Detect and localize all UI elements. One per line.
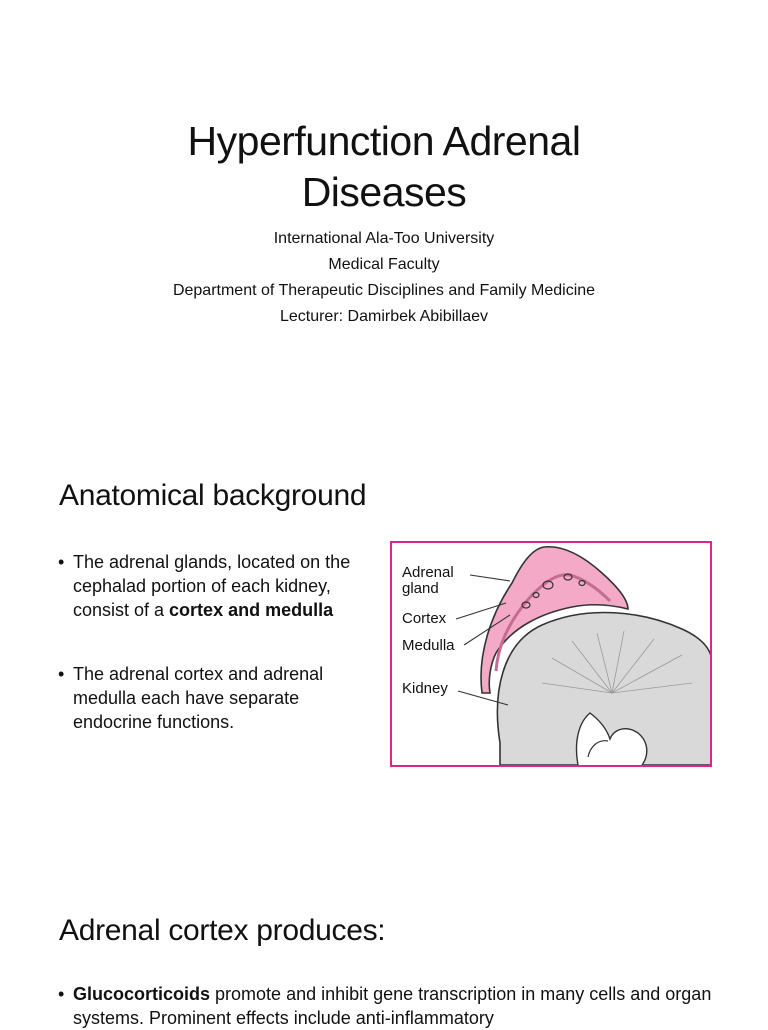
presentation-subtitle: [0, 226, 768, 330]
cortex-slide: [0, 870, 768, 1028]
faculty-name: Medical Faculty: [328, 256, 440, 273]
title-line-1: Hyperfunction Adrenal: [187, 118, 581, 164]
label-adrenal-line2: gland: [402, 580, 439, 597]
anatomy-slide: [0, 440, 768, 860]
university-name: International Ala-Too University: [273, 230, 495, 247]
bullet-text: The adrenal glands, located on the cephalad portion of each kidney, consist of a: [73, 552, 351, 620]
title-slide: [0, 0, 768, 420]
label-adrenal-gland: [402, 565, 454, 597]
label-medulla: Medulla: [402, 637, 455, 654]
label-adrenal-line1: Adrenal: [402, 564, 454, 581]
adrenal-kidney-diagram: [390, 541, 712, 767]
bullet-item: [58, 662, 368, 734]
bullet-item: [58, 550, 368, 622]
presentation-title: [0, 116, 768, 218]
department-name: Department of Therapeutic Disciplines and Family Medicine: [172, 282, 596, 299]
bullet-list: [58, 982, 718, 1030]
lecturer-name: Lecturer: Damirbek Abibillaev: [279, 308, 489, 325]
slide-heading: Adrenal cortex produces:: [59, 914, 386, 947]
bullet-text: The adrenal cortex and adrenal medulla each have separate endocrine functions.: [73, 664, 324, 732]
bullet-bold-text: Glucocorticoids: [73, 984, 211, 1004]
bullet-text: promote and inhibit gene transcription in many cells and organ systems. Prominent effects include anti-inflammatory: [73, 984, 712, 1028]
bullet-item: [58, 982, 718, 1030]
title-line-2: Diseases: [301, 169, 467, 215]
bullet-list: [58, 550, 368, 774]
bullet-bold-text: cortex and medulla: [169, 600, 334, 620]
label-kidney: Kidney: [402, 680, 448, 697]
slide-heading: Anatomical background: [59, 479, 367, 512]
label-cortex: Cortex: [402, 610, 447, 627]
